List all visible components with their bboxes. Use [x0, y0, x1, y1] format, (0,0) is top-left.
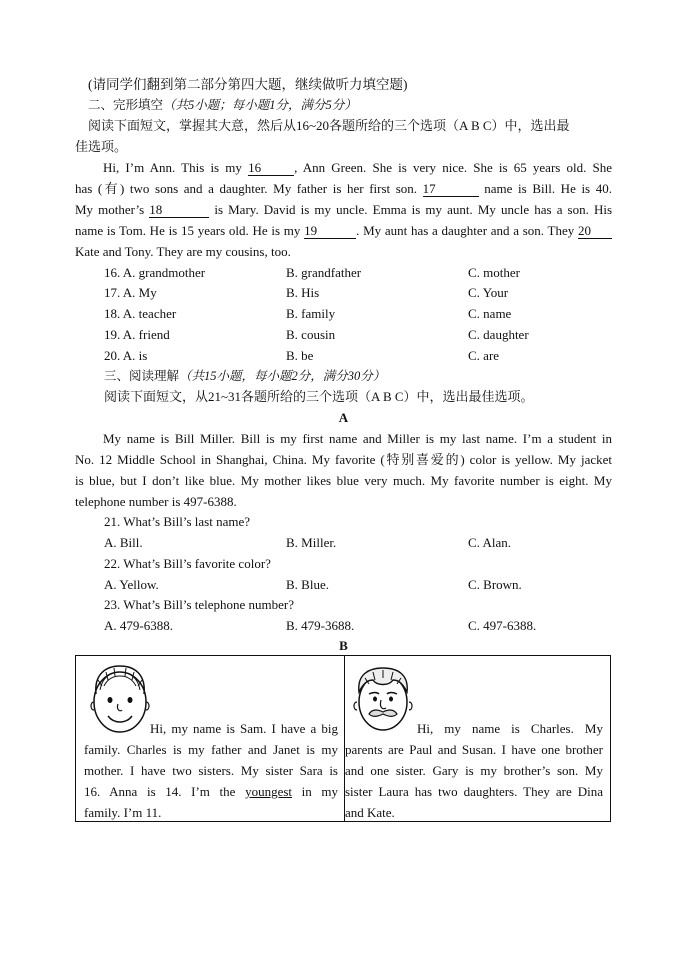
sam-text: in my [301, 784, 339, 799]
cloze-line-5: Kate and Tony. They are my cousins, too. [75, 244, 291, 259]
section2-instruction-2: 佳选项。 [75, 139, 128, 154]
question-22-a: A. Yellow. [104, 577, 159, 592]
option-17-a: 17. A. My [104, 285, 157, 300]
charles-line-2: parents are Paul and Susan. I have one brother [345, 742, 603, 757]
question-22-b: B. Blue. [286, 577, 329, 592]
sam-line-2: family. Charles is my father and Janet is my [84, 742, 338, 757]
question-21-b: B. Miller. [286, 535, 337, 550]
option-19-c: C. daughter [468, 327, 529, 342]
sam-line-4 [84, 781, 338, 802]
cloze-line-1 [75, 160, 612, 176]
cloze-text: , Ann Green. She is very nice. She is 65 years old. She [294, 160, 613, 175]
section3-heading [104, 368, 385, 384]
sam-text: 16. Anna is 14. I’m the [84, 784, 236, 799]
option-18-b: B. family [286, 306, 336, 321]
question-22-c: C. Brown. [468, 577, 522, 592]
passage-a-line-4: telephone number is 497-6388. [75, 494, 237, 509]
question-21-a: A. Bill. [104, 535, 143, 550]
question-23: 23. What’s Bill’s telephone number? [104, 597, 295, 612]
option-20-a: 20. A. is [104, 348, 148, 363]
passage-a-line-2: No. 12 Middle School in Shanghai, China. My favorite (特别喜爱的) color is yellow. My jacket [75, 452, 612, 467]
blank-17: 17 [423, 182, 479, 197]
part-b-label: B [339, 638, 348, 653]
cloze-text: My mother’s [75, 202, 145, 217]
blank-18: 18 [149, 203, 209, 218]
option-17-b: B. His [286, 285, 320, 300]
part-b-table [75, 655, 611, 822]
blank-20: 20 [578, 224, 612, 239]
question-21: 21. What’s Bill’s last name? [104, 514, 250, 529]
passage-a-line-3: is blue, but I don’t like blue. My mother likes blue very much. My favorite number is eight. My [75, 473, 612, 488]
option-18-a: 18. A. teacher [104, 306, 177, 321]
section2-heading-rule: （共5小题；每小题1分，满分5分） [163, 98, 357, 112]
cloze-text: has (有) two sons and a daughter. My father is her first son. [75, 181, 418, 196]
option-17-c: C. Your [468, 285, 509, 300]
charles-line-3: and one sister. Gary is my brother’s son. My [345, 763, 603, 778]
question-23-c: C. 497-6388. [468, 618, 537, 633]
cloze-text: Hi, I’m Ann. This is my [103, 160, 242, 175]
cloze-text: . My aunt has a daughter and a son. They [356, 223, 575, 238]
blank-19: 19 [304, 224, 356, 239]
option-16-c: C. mother [468, 265, 520, 280]
section2-heading-title: 二、完形填空 [88, 98, 164, 112]
question-23-a: A. 479-6388. [104, 618, 173, 633]
cloze-text: is Mary. David is my uncle. Emma is my aunt. My uncle has a son. His [214, 202, 613, 217]
section3-heading-title: 三、阅读理解 [104, 369, 180, 383]
option-16-b: B. grandfather [286, 265, 362, 280]
section2-heading [88, 97, 357, 113]
sam-cell [76, 656, 344, 821]
sam-underlined-word: youngest [245, 784, 293, 799]
passage-a-line-1: My name is Bill Miller. Bill is my first name and Miller is my last name. I’m a student in [103, 431, 612, 446]
charles-line-4: sister Laura has two daughters. They are Dina [345, 784, 603, 799]
question-21-c: C. Alan. [468, 535, 511, 550]
intro-note: (请同学们翻到第二部分第四大题，继续做听力填空题) [88, 77, 408, 92]
option-20-b: B. be [286, 348, 314, 363]
section3-heading-rule: （共15小题，每小题2分，满分30分） [179, 369, 386, 383]
option-19-a: 19. A. friend [104, 327, 170, 342]
charles-cell [345, 656, 611, 821]
section2-instruction-1: 阅读下面短文，掌握其大意，然后从16~20各题所给的三个选项（A B C）中，选出最 [88, 118, 570, 133]
section3-instruction: 阅读下面短文，从21~31各题所给的三个选项（A B C）中，选出最佳选项。 [104, 389, 534, 404]
charles-line-5: and Kate. [345, 805, 395, 820]
cloze-text: name is Tom. He is 15 years old. He is my [75, 223, 301, 238]
question-23-b: B. 479-3688. [286, 618, 355, 633]
cloze-line-4 [75, 223, 612, 239]
sam-line-3: mother. I have two sisters. My sister Sara is [84, 763, 338, 778]
blank-16: 16 [248, 161, 294, 176]
option-19-b: B. cousin [286, 327, 336, 342]
question-22: 22. What’s Bill’s favorite color? [104, 556, 271, 571]
cloze-line-2 [75, 181, 612, 197]
cloze-line-3 [75, 202, 612, 218]
option-16-a: 16. A. grandmother [104, 265, 206, 280]
option-20-c: C. are [468, 348, 500, 363]
part-a-label: A [338, 410, 349, 425]
option-18-c: C. name [468, 306, 512, 321]
sam-line-1: Hi, my name is Sam. I have a big [150, 721, 338, 736]
sam-line-5: family. I’m 11. [84, 805, 162, 820]
cloze-text: name is Bill. He is 40. [484, 181, 612, 196]
charles-line-1: Hi, my name is Charles. My [417, 721, 603, 736]
